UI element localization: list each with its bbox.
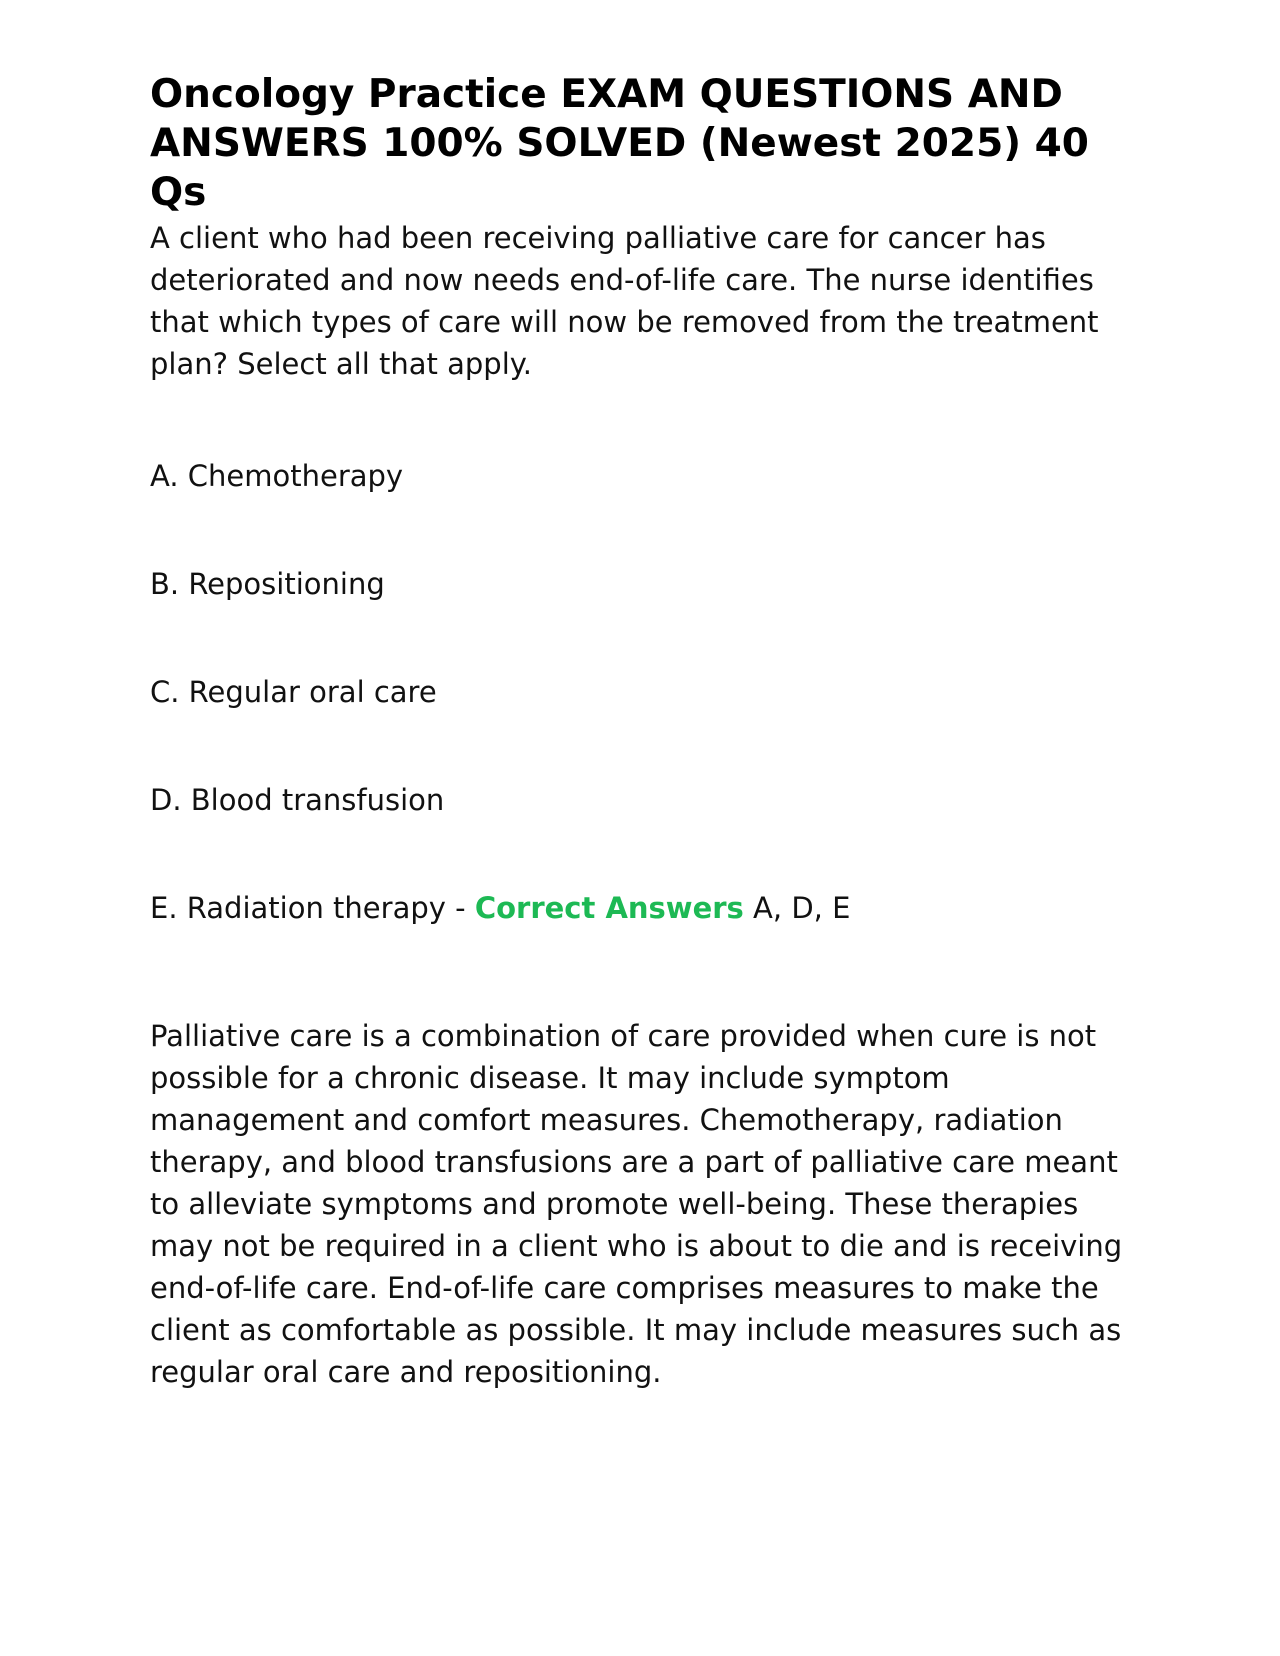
option-b: B. Repositioning [150, 567, 385, 601]
option-a: A. Chemotherapy [150, 459, 404, 493]
option-d: D. Blood transfusion [150, 783, 445, 817]
document-title: Oncology Practice EXAM QUESTIONS AND ANSWERS 100% SOLVED (Newest 2025) 40 Qs [150, 72, 1089, 215]
option-c: C. Regular oral care [150, 675, 437, 709]
question-text: A client who had been receiving palliative care for cancer has deteriorated and now needs end-of-life care. The nurse identifies that which types of care will now be removed from the treatment plan? Select all that apply. [150, 221, 1099, 381]
explanation-text: Palliative care is a combination of care provided when cure is not possible for a chronic disease. It may include symptom management and comfort measures. Chemotherapy, radiation therapy, and blood transfusions are a part of palliative care meant to alleviate symptoms and promote well-being. These therapies may not be required in a client who is about to die and is receiving end-of-life care. End-of-life care comprises measures to make the client as comfortable as possible. It may include measures such as regular oral care and repositioning. [150, 1019, 1123, 1389]
correct-answers-value: A, D, E [753, 891, 851, 925]
option-e-line [150, 887, 850, 931]
document-page [150, 70, 1130, 1389]
option-e: E. Radiation therapy - [150, 891, 475, 925]
correct-answers-label: Correct Answers [474, 891, 744, 925]
